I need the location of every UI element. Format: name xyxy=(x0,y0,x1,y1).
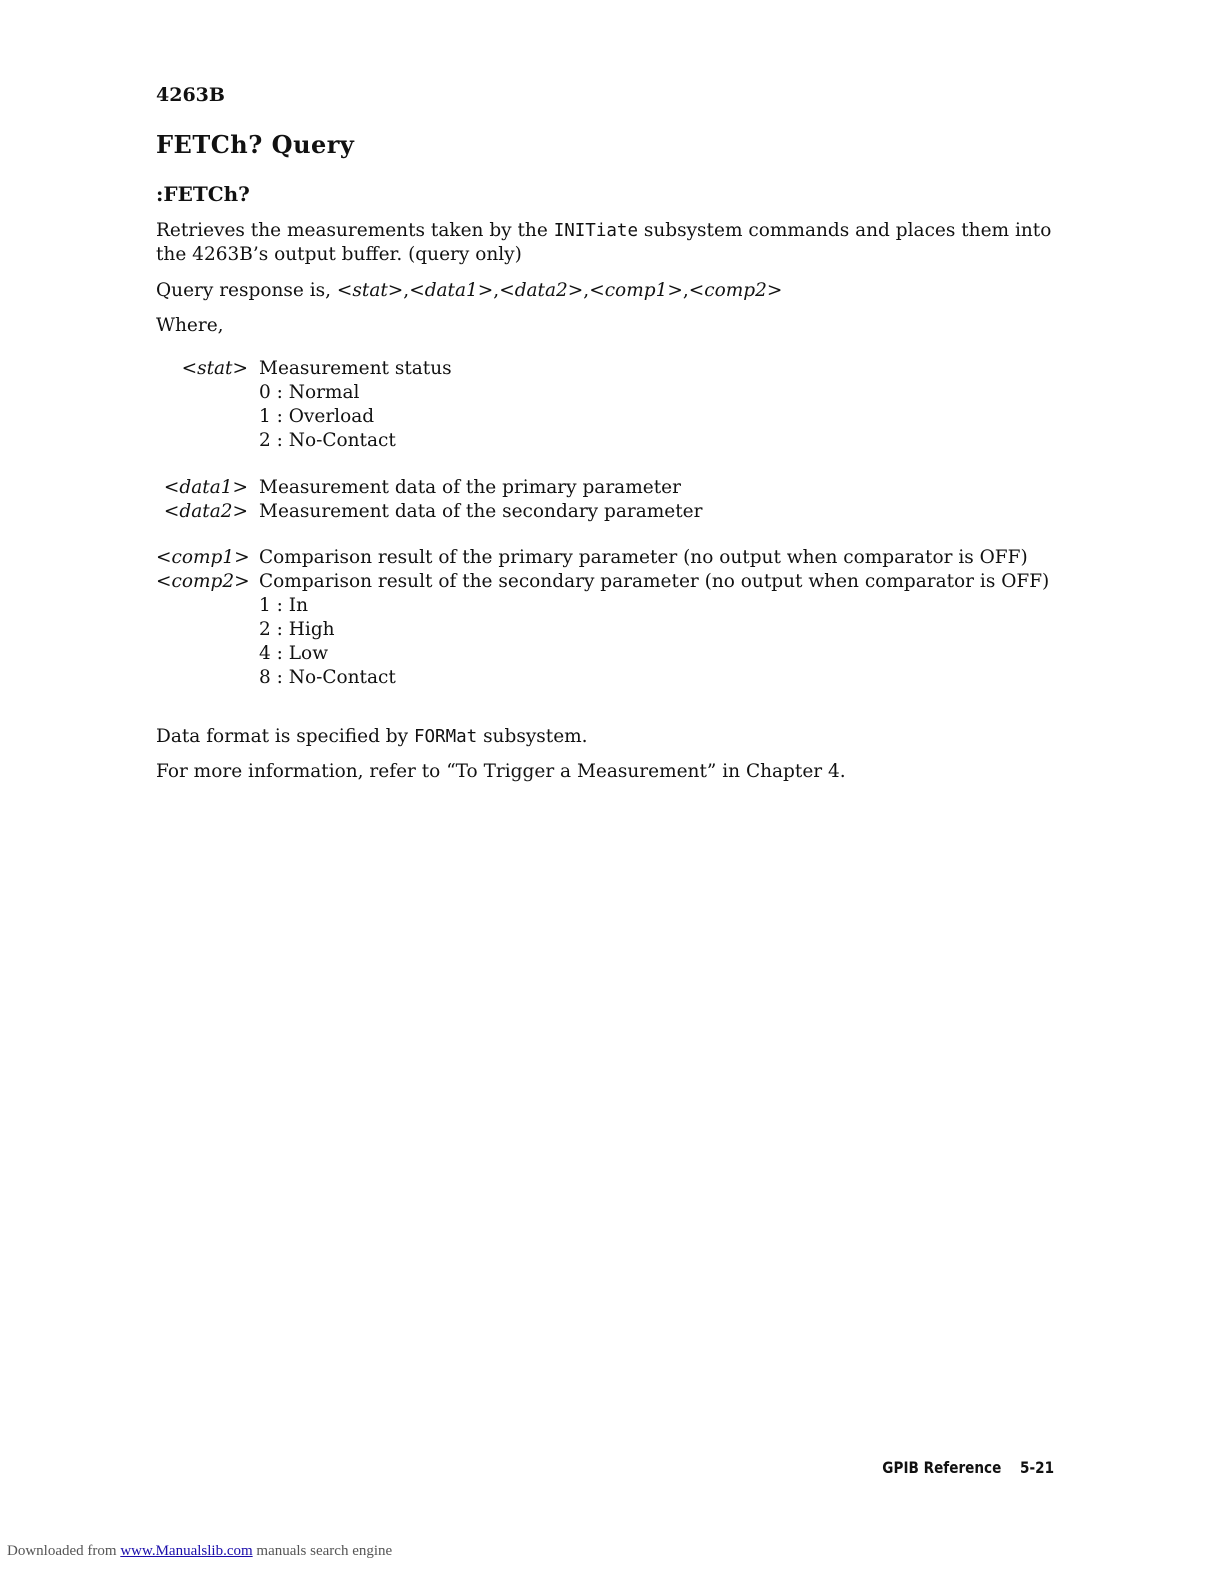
manualslib-link[interactable]: www.Manualslib.com xyxy=(120,1543,253,1559)
comp-value-3: 8 : No-Contact xyxy=(259,667,396,688)
response-item-data1: <data1> xyxy=(409,280,494,301)
stat-value-1: 1 : Overload xyxy=(259,406,375,427)
footer-section: GPIB Reference xyxy=(882,1458,1002,1477)
query-response-line xyxy=(156,279,782,303)
where-label: Where, xyxy=(156,315,224,336)
response-sep: , xyxy=(403,280,410,301)
term-comp2: <comp2> xyxy=(156,571,250,592)
desc-comp2: Comparison result of the secondary parameter (no output when comparator is OFF) xyxy=(259,571,1050,592)
command-heading: :FETCh? xyxy=(156,182,250,206)
intro-text-b: subsystem commands and places them into xyxy=(637,220,1052,241)
response-prefix: Query response is, xyxy=(156,280,337,301)
response-sep: , xyxy=(493,280,500,301)
intro-text-a: Retrieves the measurements taken by the xyxy=(156,220,554,241)
term-data1: <data1> xyxy=(163,477,248,498)
desc-comp1: Comparison result of the primary parameter (no output when comparator is OFF) xyxy=(259,547,1028,568)
comp-value-0: 1 : In xyxy=(259,595,308,616)
download-prefix: Downloaded from xyxy=(7,1543,121,1559)
download-banner xyxy=(7,1543,392,1560)
model-header: 4263B xyxy=(156,84,225,106)
stat-value-0: 0 : Normal xyxy=(259,382,360,403)
response-item-stat: <stat> xyxy=(336,280,404,301)
format-note-b: subsystem. xyxy=(477,726,588,747)
response-sep: , xyxy=(682,280,689,301)
intro-text-line2: the 4263B’s output buffer. (query only) xyxy=(156,244,522,265)
response-item-data2: <data2> xyxy=(499,280,584,301)
term-comp1: <comp1> xyxy=(156,547,250,568)
download-suffix: manuals search engine xyxy=(252,1543,393,1559)
comp-value-2: 4 : Low xyxy=(259,643,329,664)
comp-value-1: 2 : High xyxy=(259,619,335,640)
page-footer xyxy=(882,1458,1054,1477)
format-note-a: Data format is specified by xyxy=(156,726,414,747)
section-title: FETCh? Query xyxy=(156,130,355,159)
desc-data1: Measurement data of the primary parameter xyxy=(259,477,681,498)
format-code: FORMat xyxy=(413,727,478,747)
term-data2: <data2> xyxy=(163,501,248,522)
stat-value-2: 2 : No-Contact xyxy=(259,430,396,451)
response-item-comp2: <comp2> xyxy=(688,280,783,301)
term-stat: <stat> xyxy=(181,358,248,379)
more-info: For more information, refer to “To Trigger a Measurement” in Chapter 4. xyxy=(156,761,846,782)
footer-page-number: 5-21 xyxy=(1019,1458,1054,1477)
response-item-comp1: <comp1> xyxy=(589,280,683,301)
format-note xyxy=(156,725,588,749)
intro-paragraph xyxy=(156,219,1051,267)
desc-data2: Measurement data of the secondary parameter xyxy=(259,501,703,522)
desc-stat: Measurement status xyxy=(259,358,452,379)
response-sep: , xyxy=(583,280,590,301)
initiate-code: INITiate xyxy=(553,221,638,241)
